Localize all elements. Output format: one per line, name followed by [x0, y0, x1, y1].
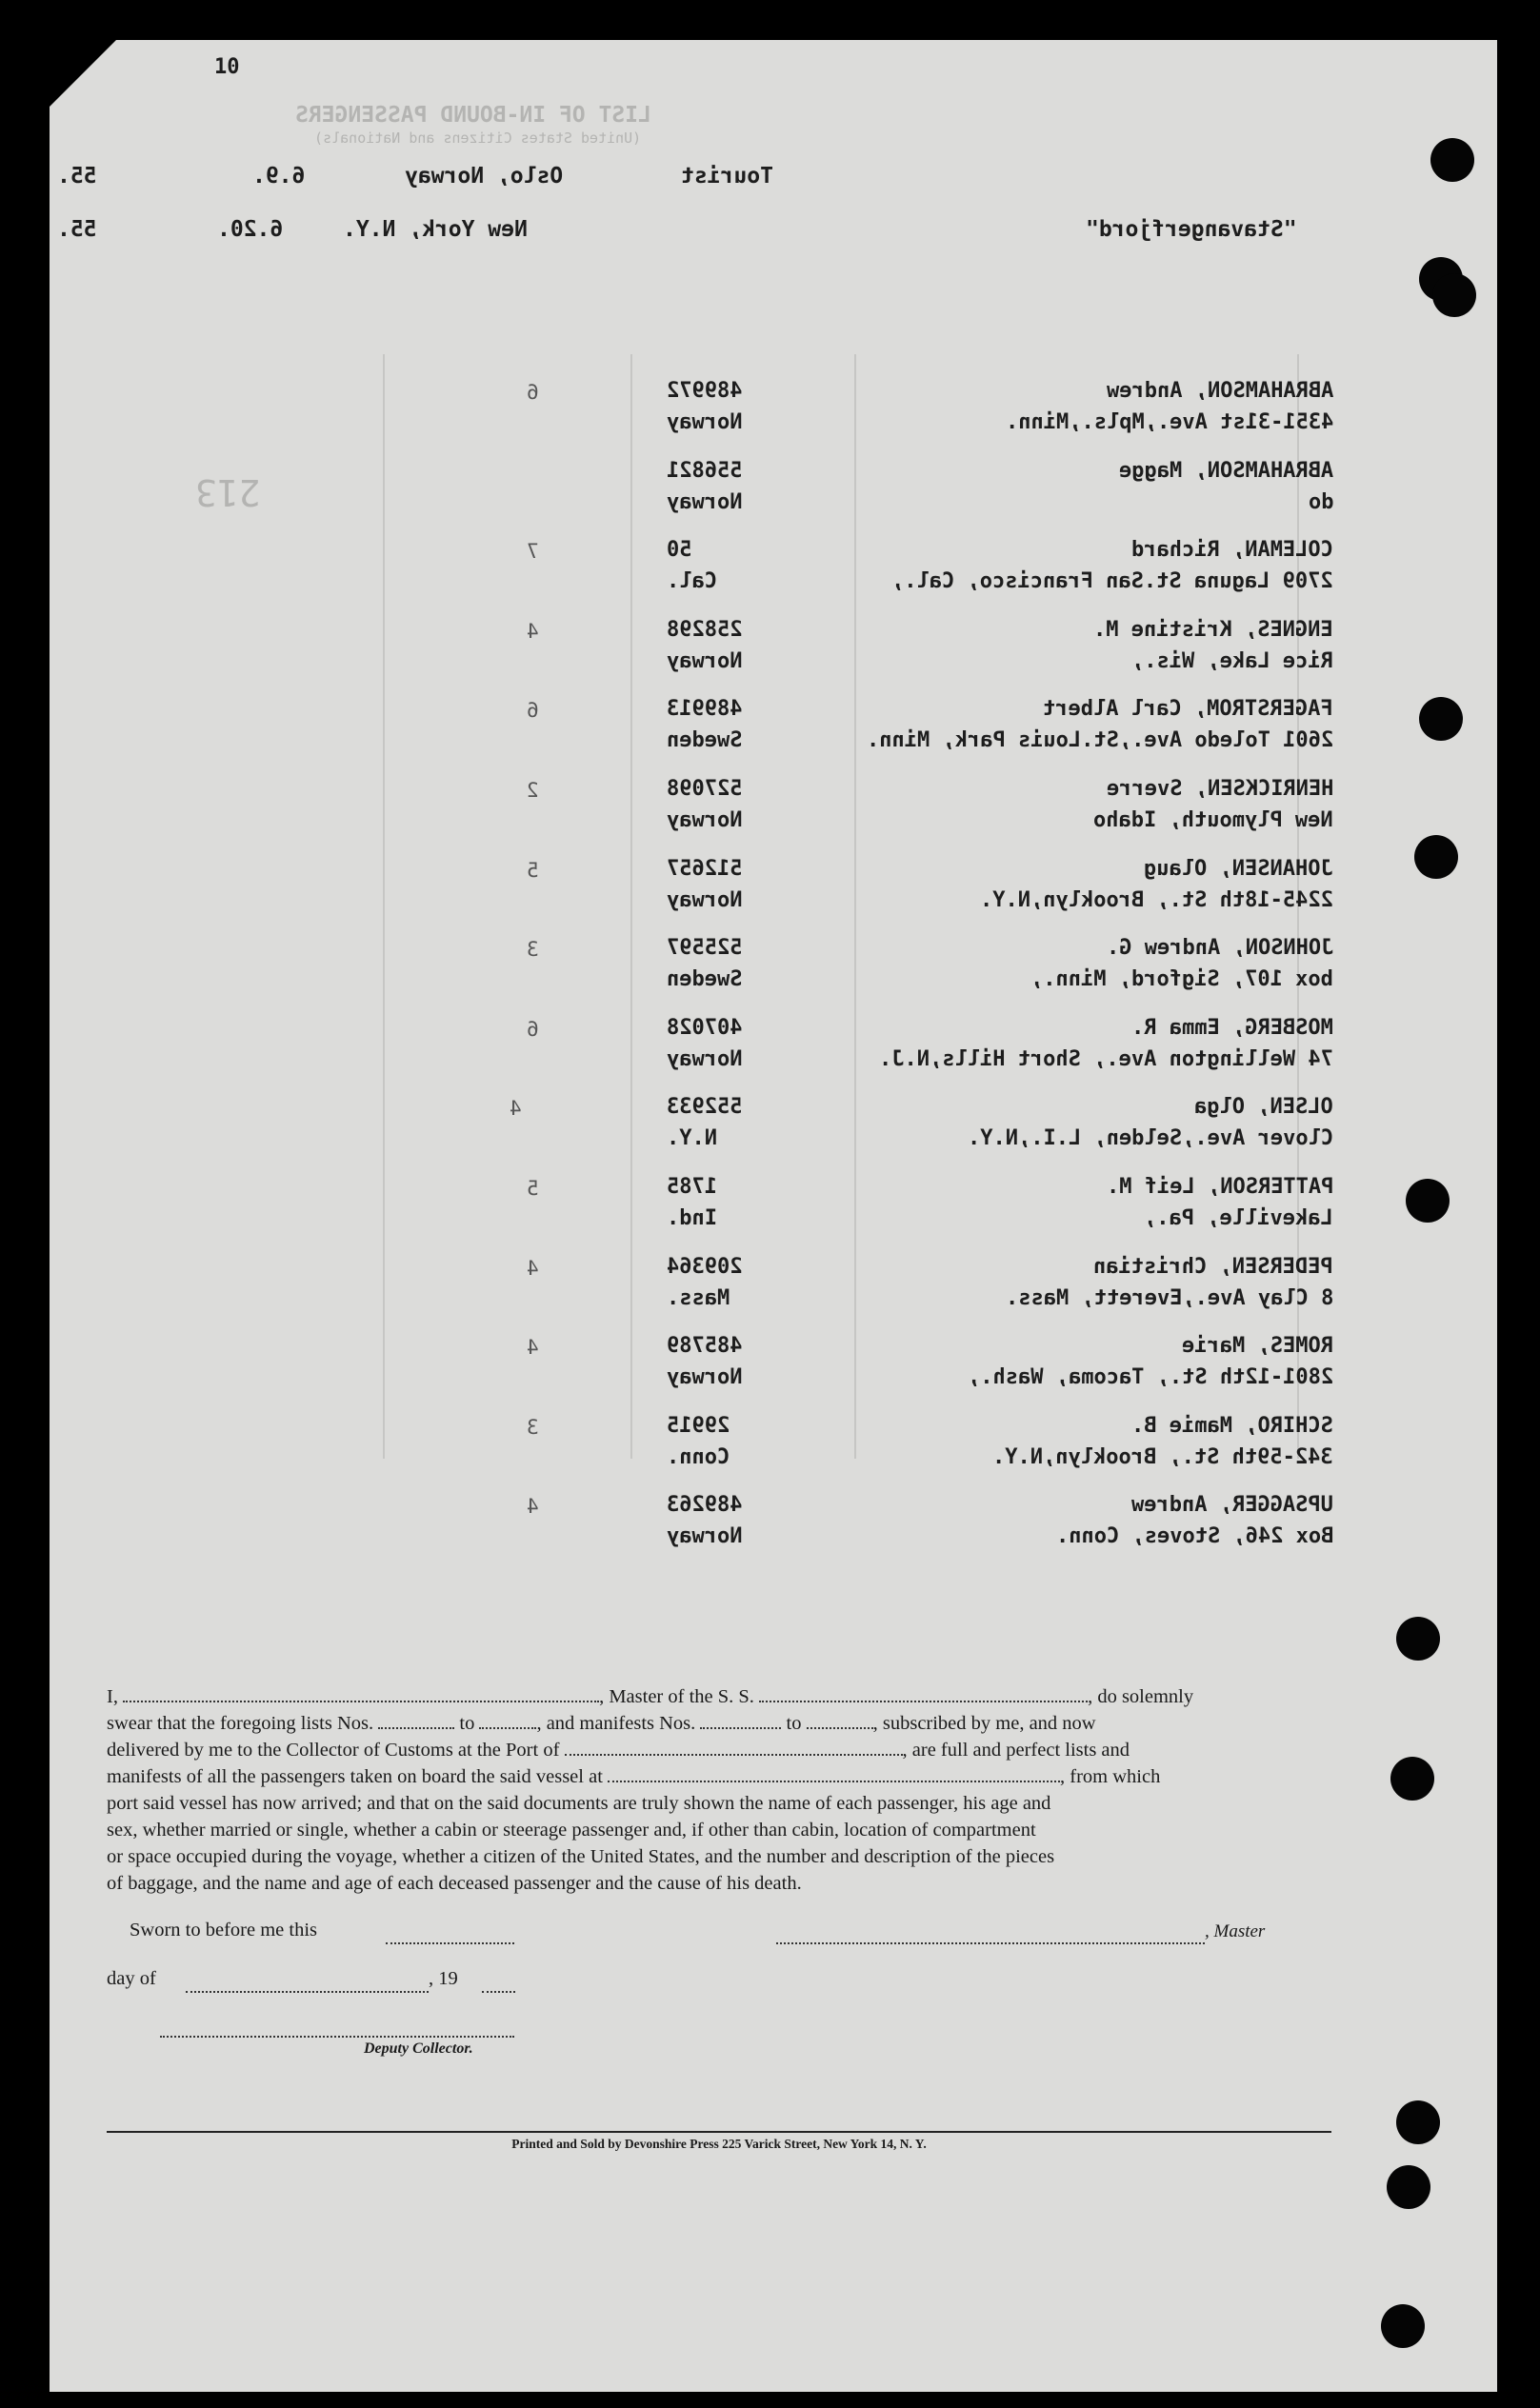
passenger-address: New Plymouth, Idaho [1093, 808, 1333, 832]
passenger-entry [667, 1493, 1333, 1569]
passenger-count: 3 [527, 1415, 539, 1439]
oath-line-6: sex, whether married or single, whether a cabin or steerage passenger and, if other than cabin, location of compartment [107, 1820, 1036, 1841]
faint-heading: LIST OF IN-BOUND PASSENGERS [295, 103, 651, 128]
passenger-country: Norway [667, 1046, 743, 1071]
passenger-address: Box 246, Stoves, Conn. [1055, 1524, 1333, 1549]
passenger-count: 4 [527, 1256, 539, 1280]
passenger-entry [667, 777, 1333, 853]
passenger-number: 489913 [667, 697, 743, 722]
passenger-country: Mass. [667, 1285, 730, 1310]
oath-text: , subscribed by me, and now [872, 1713, 1096, 1734]
deputy-collector-label: Deputy Collector. [364, 2040, 473, 2057]
passenger-name: JOHANSEN, Olaug [1144, 856, 1333, 881]
passenger-number: 512657 [667, 856, 743, 881]
oath-line-5: port said vessel has now arrived; and that on the said documents are truly shown the name of each passenger, his age and [107, 1793, 1051, 1814]
manifests-to-blank [807, 1727, 873, 1729]
passenger-entry [667, 1334, 1333, 1410]
vessel-name: "Stavangerfjord" [1086, 217, 1297, 242]
day-of-label: day of [107, 1968, 156, 1989]
passenger-address: Rice Lake, Wis., [1131, 648, 1333, 673]
passenger-entry [667, 538, 1333, 614]
passenger-name: COLEMAN, Richard [1131, 538, 1333, 563]
passenger-number: 489972 [667, 379, 743, 403]
passenger-class: Tourist [681, 164, 773, 189]
passenger-country: Sweden [667, 728, 743, 753]
oath-line-1 [107, 1683, 1331, 1710]
passenger-number: 258298 [667, 617, 743, 642]
passenger-name: SCHIRO, Mamie B. [1131, 1413, 1333, 1438]
column-rule [383, 354, 385, 1459]
passenger-number: 527098 [667, 777, 743, 801]
passenger-country: N.Y. [667, 1126, 717, 1151]
master-label: , Master [1205, 1921, 1266, 1941]
passenger-name: OLSEN, Olga [1194, 1095, 1333, 1120]
boarding-port-blank [608, 1781, 1060, 1782]
passenger-name: FAGERSTROM, Carl Albert [1043, 697, 1333, 722]
sworn-day-blank [386, 1942, 514, 1944]
passenger-number: 29915 [667, 1413, 730, 1438]
punch-hole [1432, 273, 1476, 317]
year-blank [482, 1991, 515, 1993]
oath-text: swear that the foregoing lists Nos. [107, 1713, 379, 1734]
punch-hole [1414, 835, 1458, 879]
passenger-address: 2709 Laguna St.San Francisco, Cal., [891, 569, 1333, 594]
passenger-address: Clover Ave.,Selden, L.I.,N.Y. [967, 1126, 1333, 1151]
oath-text: manifests of all the passengers taken on board the said vessel at [107, 1766, 609, 1787]
passenger-entry [667, 618, 1333, 694]
passenger-number: 209364 [667, 1254, 743, 1279]
passenger-country: Norway [667, 808, 743, 832]
passenger-country: Norway [667, 887, 743, 912]
punch-hole [1390, 1757, 1434, 1801]
oath-line-8: of baggage, and the name and age of each deceased passenger and the cause of his death. [107, 1873, 802, 1894]
year-label: , 19 [429, 1968, 458, 1989]
passenger-count: 6 [527, 1017, 539, 1041]
passenger-entry [667, 1414, 1333, 1490]
passenger-country: Conn. [667, 1444, 730, 1469]
ship-name-blank [759, 1701, 1088, 1702]
passenger-name: HENRICKSEN, Sverre [1106, 777, 1333, 801]
passenger-count: 6 [527, 699, 539, 723]
passenger-count: 5 [527, 1177, 539, 1200]
passenger-address: 4351-31st Ave.,Mpls.,Minn. [1005, 410, 1333, 434]
folded-corner [50, 40, 116, 107]
punch-hole [1396, 1617, 1440, 1661]
passenger-count: 5 [527, 858, 539, 882]
passenger-number: 552933 [667, 1095, 743, 1120]
departure-date: 6.9. [252, 164, 306, 189]
passenger-count: 7 [527, 540, 539, 564]
master-oath [107, 1683, 1331, 1897]
oath-line-4 [107, 1763, 1331, 1790]
punch-hole [1406, 1179, 1450, 1223]
oath-text: , do solemnly [1088, 1686, 1194, 1707]
passenger-number: 525597 [667, 936, 743, 961]
passenger-country: Norway [667, 648, 743, 673]
oath-text: delivered by me to the Collector of Customs at the Port of [107, 1740, 565, 1761]
passenger-number: 489263 [667, 1493, 743, 1518]
passenger-country: Norway [667, 489, 743, 514]
oath-text: to [454, 1713, 480, 1734]
punch-hole [1381, 2304, 1425, 2348]
port-blank [565, 1754, 903, 1756]
passenger-number: 50 [667, 538, 692, 563]
faint-subheading: (United States Citizens and Nationals) [314, 129, 642, 147]
arrival-year: 55. [57, 217, 97, 242]
passenger-entry [667, 1175, 1333, 1251]
passenger-count: 6 [527, 381, 539, 404]
lists-from-blank [378, 1727, 454, 1729]
passenger-count: 3 [527, 938, 539, 962]
passenger-entry [667, 1016, 1333, 1092]
passenger-country: Sweden [667, 967, 743, 992]
oath-line-3 [107, 1737, 1331, 1763]
footer-rule [107, 2131, 1331, 2133]
passenger-count: 2 [527, 779, 539, 802]
passenger-name: JOHNSON, Andrew G. [1106, 936, 1333, 961]
punch-hole [1396, 2100, 1440, 2144]
passenger-entry [667, 1255, 1333, 1331]
passenger-address: 2245-18th St., Brooklyn,N.Y. [980, 887, 1333, 912]
column-rule [630, 354, 632, 1459]
passenger-count: 4 [527, 619, 539, 643]
passenger-address: box 107, Sigford, Minn., [1030, 967, 1333, 992]
punch-hole [1430, 138, 1474, 182]
printer-imprint: Printed and Sold by Devonshire Press 225 Varick Street, New York 14, N. Y. [511, 2137, 927, 2151]
deputy-signature-blank [160, 2036, 514, 2038]
month-blank [186, 1991, 429, 1993]
passenger-number: 407028 [667, 1015, 743, 1040]
oath-line-2 [107, 1710, 1331, 1737]
oath-text: , Master of the S. S. [599, 1686, 760, 1707]
passenger-entry [667, 697, 1333, 773]
passenger-name: MOSBERG, Emma R. [1131, 1015, 1333, 1040]
oath-line-7: or space occupied during the voyage, whether a citizen of the United States, and the number and description of the pieces [107, 1846, 1055, 1867]
passenger-name: UPSAGGER, Andrew [1131, 1493, 1333, 1518]
passenger-name: ROMES, Marie [1182, 1334, 1333, 1359]
oath-text: , are full and perfect lists and [902, 1740, 1130, 1761]
oath-text: , and manifests Nos. [536, 1713, 701, 1734]
port-of-arrival: New York, N.Y. [343, 217, 528, 242]
passenger-name: PATTERSON, Leif M. [1106, 1175, 1333, 1199]
passenger-address: 74 Wellington Ave., Short Hills,N.J. [879, 1046, 1333, 1071]
passenger-address: 2601 Toledo Ave.,St.Louis Park, Minn. [866, 728, 1333, 753]
passenger-entry [667, 857, 1333, 933]
port-of-embarkation: Oslo, Norway [405, 164, 564, 189]
passenger-country: Cal. [667, 569, 717, 594]
arrival-date: 6.20. [217, 217, 284, 242]
punch-hole [1387, 2165, 1430, 2209]
passenger-count: 4 [527, 1495, 539, 1519]
passenger-entry [667, 459, 1333, 535]
oath-text: I, [107, 1686, 124, 1707]
passenger-country: Norway [667, 410, 743, 434]
passenger-country: Norway [667, 1524, 743, 1549]
passenger-name: ABRAHAMSON, Magge [1118, 458, 1333, 483]
departure-year: 55. [57, 164, 97, 189]
passenger-name: PEDERSEN, Christian [1093, 1254, 1333, 1279]
master-signature-blank [776, 1942, 1205, 1944]
manifests-from-blank [700, 1727, 781, 1729]
passenger-count: 4 [510, 1097, 522, 1121]
passenger-country: Norway [667, 1365, 743, 1390]
passenger-name: ENGNES, Kristine M. [1093, 617, 1333, 642]
passenger-entry [667, 1095, 1333, 1171]
passenger-number: 1785 [667, 1175, 717, 1199]
passenger-address: 8 Clay Ave.,Everett, Mass. [1005, 1285, 1333, 1310]
passenger-address: 2801-12th St., Tacoma, Wash., [967, 1365, 1333, 1390]
passenger-name: ABRAHAMSON, Andrew [1106, 379, 1333, 403]
oath-text: to [781, 1713, 807, 1734]
stamp-number: 213 [195, 471, 261, 513]
master-name-blank [123, 1701, 599, 1702]
passenger-number: 485789 [667, 1334, 743, 1359]
passenger-number: 556821 [667, 458, 743, 483]
passenger-address: do [1308, 489, 1333, 514]
sworn-label: Sworn to before me this [130, 1920, 317, 1940]
punch-hole [1419, 697, 1463, 741]
lists-to-blank [479, 1727, 536, 1729]
oath-text: , from which [1060, 1766, 1161, 1787]
passenger-entry [667, 936, 1333, 1012]
sheet-number: 10 [214, 55, 240, 79]
passenger-address: Lakeville, Pa., [1144, 1206, 1333, 1230]
passenger-country: Ind. [667, 1206, 717, 1230]
passenger-count: 4 [527, 1336, 539, 1360]
passenger-address: 342-59th St., Brooklyn,N.Y. [992, 1444, 1333, 1469]
passenger-entry [667, 379, 1333, 455]
